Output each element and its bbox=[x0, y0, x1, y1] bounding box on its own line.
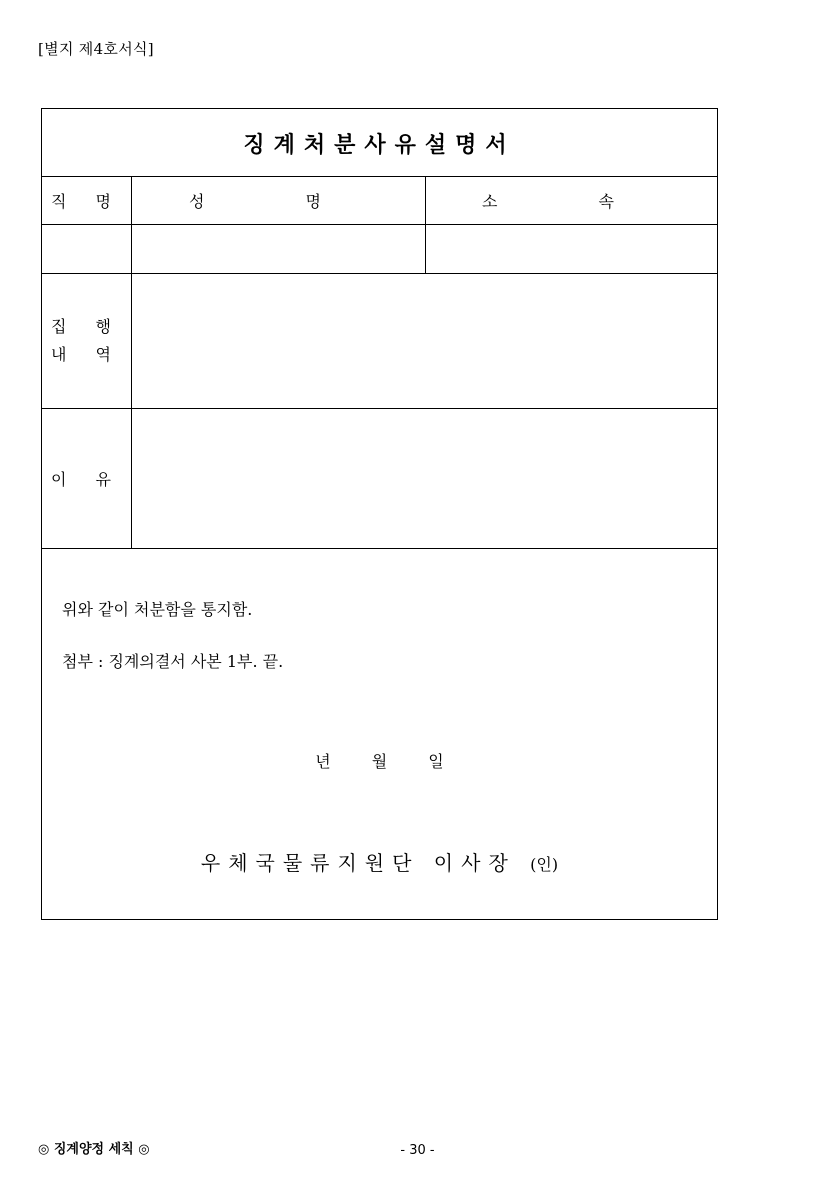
footer-document-title: ◎ 징계양정 세칙 ◎ bbox=[38, 1142, 150, 1157]
name-header: 성 명 bbox=[189, 192, 369, 211]
signer-name: 우체국물류지원단 이사장 bbox=[200, 851, 516, 875]
attachment-text: 첨부 : 징계의결서 사본 1부. 끝. bbox=[62, 652, 284, 671]
reason-value[interactable] bbox=[132, 409, 718, 548]
affiliation-header: 소 속 bbox=[482, 192, 662, 211]
page-number: - 30 - bbox=[400, 1143, 435, 1158]
execution-label-line1: 집 행 bbox=[51, 317, 123, 336]
form-title: 징계처분사유설명서 bbox=[243, 131, 516, 158]
execution-details-label bbox=[42, 274, 132, 408]
form-table bbox=[41, 108, 718, 920]
name-value[interactable] bbox=[132, 225, 426, 273]
reason-row-divider bbox=[42, 548, 717, 549]
form-number-label: [별지 제4호서식] bbox=[38, 40, 154, 58]
position-value[interactable] bbox=[42, 225, 132, 273]
signer-line bbox=[42, 847, 717, 876]
execution-details-value[interactable] bbox=[132, 274, 718, 408]
execution-label-line2: 내 역 bbox=[51, 345, 123, 364]
date-line: 년 월 일 bbox=[315, 752, 444, 771]
affiliation-value[interactable] bbox=[426, 225, 718, 273]
position-header: 직 명 bbox=[51, 192, 123, 211]
seal-mark: (인) bbox=[530, 855, 559, 874]
reason-label: 이 유 bbox=[51, 470, 123, 489]
notice-text: 위와 같이 처분함을 통지함. bbox=[62, 600, 253, 619]
